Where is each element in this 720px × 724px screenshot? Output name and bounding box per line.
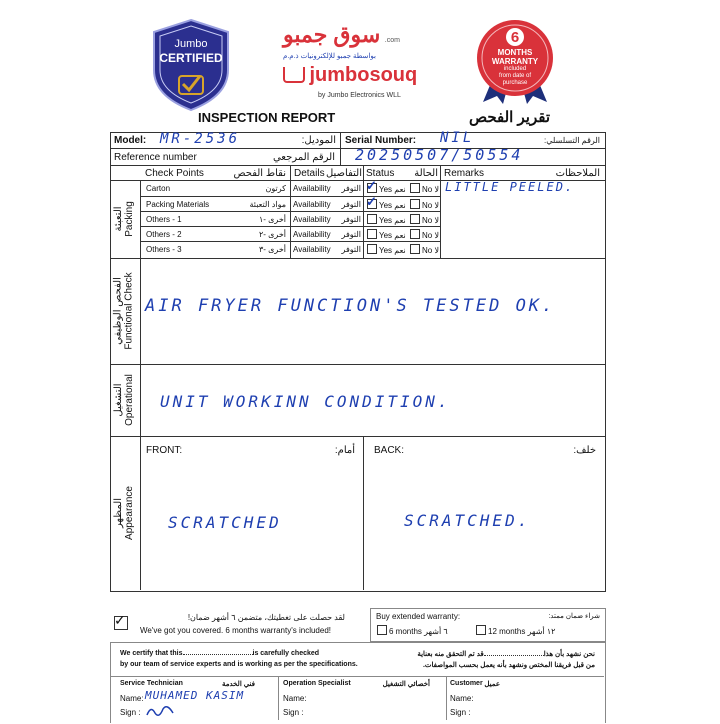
no-checkbox[interactable] xyxy=(410,199,420,209)
check-point-name: Others - 3 xyxy=(146,245,182,254)
buy-warranty-label: Buy extended warranty: xyxy=(376,612,461,621)
no-checkbox[interactable] xyxy=(410,183,420,193)
no-option[interactable]: No لا xyxy=(408,199,439,210)
customer-label-arabic: عميل xyxy=(484,681,500,688)
detail-label-arabic: التوفر xyxy=(341,215,361,224)
yes-checkbox[interactable] xyxy=(367,244,377,254)
check-point-name: Packing Materials xyxy=(146,200,210,209)
no-option[interactable]: No لا xyxy=(408,183,439,194)
warranty-word: WARRANTY xyxy=(491,57,539,66)
status-header-arabic: الحالة xyxy=(414,168,438,179)
covered-text-arabic: لقد حصلت على تغطيتك، متضمن ٦ أشهر ضمان! xyxy=(187,613,345,622)
no-option[interactable]: No لا xyxy=(408,229,439,240)
check-point-name-arabic: أخرى -١ xyxy=(258,215,286,224)
souq-logo-arabic xyxy=(283,22,433,52)
yes-option[interactable]: Yes نعم xyxy=(365,229,406,240)
packing-row xyxy=(140,194,605,212)
detail-label-arabic: التوفر xyxy=(341,245,361,254)
serial-label-arabic: الرقم التسلسلي: xyxy=(544,136,600,145)
yes-checkbox[interactable] xyxy=(367,229,377,239)
packing-row xyxy=(140,242,605,257)
technician-label-arabic: فني الخدمة xyxy=(221,681,255,688)
serial-value: NIL xyxy=(440,130,475,146)
check-point-name-arabic: أخرى -٢ xyxy=(258,230,286,239)
packing-row xyxy=(140,227,605,242)
check-point-name: Others - 2 xyxy=(146,230,182,239)
certify-arabic-line1: نحن نشهد بأن هذاقد تم التحقق منه بعناية xyxy=(417,651,595,658)
no-checkbox[interactable] xyxy=(410,229,420,239)
packing-row xyxy=(140,212,605,227)
logo-english-text: jumbosouq xyxy=(309,64,418,86)
ops-sign-label: Sign : xyxy=(283,708,304,717)
warranty-6-checkbox[interactable] xyxy=(377,625,387,635)
yes-option[interactable]: Yes نعم xyxy=(365,244,406,255)
certify-line2: by our team of service experts and is working as per the specifications. xyxy=(120,661,358,668)
details-header-arabic: التفاصيل xyxy=(325,168,362,179)
remark-text: LITTLE PEELED. xyxy=(445,180,575,194)
no-option[interactable]: No لا xyxy=(408,214,439,225)
remarks-header-arabic: الملاحظات xyxy=(555,168,600,179)
detail-label: Availability xyxy=(293,245,331,254)
serial-label: Serial Number: xyxy=(345,135,417,146)
technician-sign-label: Sign : xyxy=(120,708,141,717)
warranty-from: from date of xyxy=(498,73,531,79)
logo-arabic-text: سوق جمبو xyxy=(283,22,381,47)
reference-label: Reference number xyxy=(114,152,197,163)
warranty-purchase: purchase xyxy=(502,80,528,86)
detail-label: Availability xyxy=(293,184,331,193)
badge-main-text: CERTIFIED xyxy=(159,51,223,65)
badge-top-text: Jumbo xyxy=(174,38,208,50)
technician-signature xyxy=(145,703,175,724)
check-points-header-arabic: نقاط الفحص xyxy=(233,168,286,179)
model-label: Model: xyxy=(114,135,147,146)
check-point-name-arabic: كرتون xyxy=(265,184,286,193)
model-value: MR-2536 xyxy=(160,131,241,147)
details-header: Details xyxy=(294,168,325,179)
check-point-name: Carton xyxy=(146,184,171,193)
detail-label: Availability xyxy=(293,200,331,209)
functional-side-label: الفحص الوظيفي Functional Check xyxy=(113,272,136,350)
logo-english-subtitle: by Jumbo Electronics WLL xyxy=(318,92,401,99)
remarks-header: Remarks xyxy=(444,168,485,179)
warranty-12-months-option[interactable]: 12 months ١٢ أشهر xyxy=(474,625,555,636)
check-point-name-arabic: أخرى -٣ xyxy=(258,245,286,254)
warranty-6-months-option[interactable]: 6 months ٦ أشهر xyxy=(375,625,448,636)
reference-value: 20250507/50554 xyxy=(355,146,524,164)
reference-label-arabic: الرقم المرجعي xyxy=(272,152,335,163)
operational-side-label: التشغيل Operational xyxy=(113,374,136,426)
operational-text: UNIT WORKINN CONDITION. xyxy=(160,392,451,411)
buy-warranty-label-arabic: شراء ضمان ممتد: xyxy=(548,613,600,620)
ops-specialist-label: Operation Specialist xyxy=(283,680,351,687)
technician-name-value: MUHAMED KASIM xyxy=(145,689,245,702)
cart-icon xyxy=(283,67,305,83)
certify-arabic-line2: من قبل فريقنا المختص ونشهد بأنه يعمل بحسب المواصفات. xyxy=(422,662,595,669)
yes-option[interactable]: Yes نعم xyxy=(365,183,406,194)
warranty-months: MONTHS xyxy=(497,48,533,57)
yes-checkmark-icon: ✓ xyxy=(366,178,377,193)
logo-arabic-subtitle: بواسطة جمبو للإلكترونيات ذ.م.م xyxy=(283,53,376,60)
covered-text-english: We've got you covered. 6 months warranty's included! xyxy=(140,626,332,635)
yes-checkmark-icon: ✓ xyxy=(366,194,377,209)
detail-label-arabic: التوفر xyxy=(341,200,361,209)
certified-badge xyxy=(150,18,232,112)
back-text: SCRATCHED. xyxy=(404,511,531,530)
back-label: BACK: xyxy=(374,445,405,456)
model-label-arabic: الموديل: xyxy=(301,135,336,146)
customer-label: Customer xyxy=(450,680,483,687)
warranty-number: 6 xyxy=(510,29,520,46)
check-point-name-arabic: مواد التعبئة xyxy=(249,200,286,209)
no-option[interactable]: No لا xyxy=(408,244,439,255)
technician-label: Service Technician xyxy=(120,680,183,687)
jumbosouq-logo xyxy=(283,64,443,90)
detail-label-arabic: التوفر xyxy=(341,230,361,239)
yes-option[interactable]: Yes نعم xyxy=(365,199,406,210)
appearance-side-label: المظهر Appearance xyxy=(113,486,135,540)
no-checkbox[interactable] xyxy=(410,244,420,254)
ops-specialist-label-arabic: أخصائي التشغيل xyxy=(382,681,430,688)
check-points-header: Check Points xyxy=(145,168,204,179)
status-header: Status xyxy=(366,168,395,179)
packing-side-label: التعبئة Packing xyxy=(113,201,136,237)
front-label: FRONT: xyxy=(146,445,183,456)
front-text: SCRATCHED xyxy=(168,513,282,532)
customer-name-label: Name: xyxy=(450,694,474,703)
no-checkbox[interactable] xyxy=(410,214,420,224)
front-label-arabic: أمام: xyxy=(334,445,355,456)
warranty-12-checkbox[interactable] xyxy=(476,625,486,635)
check-point-name: Others - 1 xyxy=(146,215,182,224)
detail-label: Availability xyxy=(293,215,331,224)
functional-check-text: AIR FRYER FUNCTION'S TESTED OK. xyxy=(145,296,556,316)
certify-line1: We certify that this is carefully checked xyxy=(120,650,320,657)
back-label-arabic: خلف: xyxy=(573,445,596,456)
warranty-included: included xyxy=(503,66,527,72)
yes-option[interactable]: Yes نعم xyxy=(365,214,406,225)
yes-checkbox[interactable] xyxy=(367,214,377,224)
detail-label: Availability xyxy=(293,230,331,239)
report-title-arabic: تقرير الفحص xyxy=(468,109,550,126)
technician-name-label: Name: xyxy=(120,694,144,703)
report-title-english: INSPECTION REPORT xyxy=(198,110,336,125)
detail-label-arabic: التوفر xyxy=(341,184,361,193)
logo-com-text: .com xyxy=(384,37,400,44)
checkmark-icon: ✓ xyxy=(114,612,126,628)
ops-name-label: Name: xyxy=(283,694,307,703)
customer-sign-label: Sign : xyxy=(450,708,471,717)
